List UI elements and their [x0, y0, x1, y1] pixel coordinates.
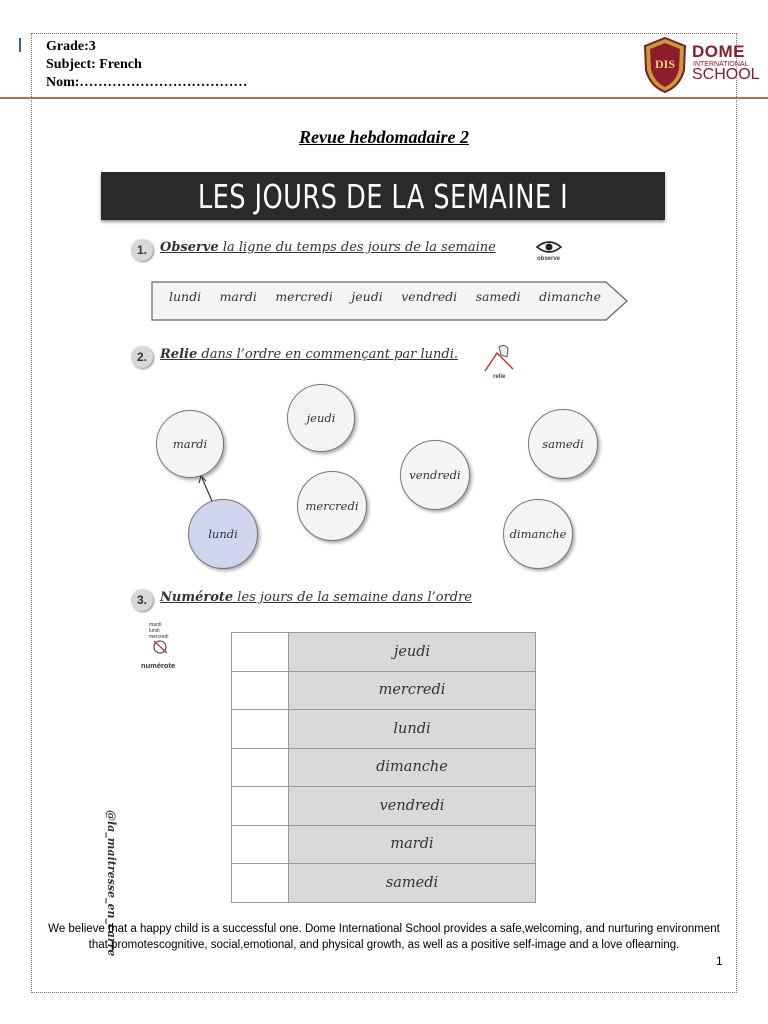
worksheet-banner: [101, 172, 665, 220]
timeline-day: dimanche: [539, 289, 601, 304]
day-bubble-start[interactable]: lundi: [188, 499, 258, 569]
icon-line: mardi: [149, 622, 162, 628]
grade-label: Grade:3: [46, 39, 96, 54]
emblem-text: DIS: [654, 57, 676, 71]
logo-word-school: SCHOOL: [692, 66, 760, 83]
instruction-3-text: les jours de la semaine dans l’ordre: [233, 590, 473, 605]
instruction-2-keyword: Relie: [160, 347, 198, 362]
header-divider: [0, 97, 768, 99]
number-cell[interactable]: [232, 787, 289, 826]
instruction-1-text: la ligne du temps des jours de la semaine: [218, 240, 496, 255]
timeline-day: mercredi: [275, 289, 333, 304]
numbered-list-icon: [141, 622, 193, 670]
ordering-table: [231, 632, 536, 903]
instruction-3-keyword: Numérote: [160, 590, 234, 605]
instruction-1: [160, 240, 496, 255]
number-cell[interactable]: [232, 864, 289, 903]
footer-statement: We believe that a happy child is a successful one. Dome International School provides a safe,welcoming, and nurturing environment that promotescognitive, social,emotional, and physical growth, as well as a positive self-image and a love oflearning.: [48, 923, 720, 951]
document-title: Revue hebdomadaire 2: [299, 127, 469, 147]
day-bubble[interactable]: vendredi: [400, 440, 470, 510]
author-watermark: @la_maitresse_en_carre: [105, 810, 118, 957]
numbered-list-lines: [149, 622, 193, 640]
table-row: [232, 787, 536, 826]
instruction-3: [160, 590, 472, 605]
day-cell: mardi: [289, 825, 536, 864]
number-cell[interactable]: [232, 748, 289, 787]
number-cell[interactable]: [232, 825, 289, 864]
numerote-icon-label: numérote: [141, 661, 176, 670]
number-cell[interactable]: [232, 633, 289, 672]
instruction-1-keyword: Observe: [160, 240, 219, 255]
table-row: [232, 710, 536, 749]
pencil-cross-icon: [153, 640, 169, 654]
step-number-3: 3.: [131, 589, 153, 611]
day-bubble[interactable]: samedi: [528, 409, 598, 479]
table-row: [232, 825, 536, 864]
day-cell: dimanche: [289, 748, 536, 787]
page-number: 1: [716, 954, 723, 968]
table-row: [232, 748, 536, 787]
table-row: [232, 633, 536, 672]
day-cell: jeudi: [289, 633, 536, 672]
logo-word-international: INTERNATIONAL: [693, 61, 749, 68]
connector-arrow-icon: [196, 474, 218, 502]
day-bubble[interactable]: mardi: [156, 410, 224, 478]
day-cell: lundi: [289, 710, 536, 749]
banner-text: LES JOURS DE LA SEMAINE I: [197, 177, 569, 216]
icon-line: mercredi: [149, 634, 169, 640]
day-bubble[interactable]: mercredi: [297, 471, 367, 541]
number-cell[interactable]: [232, 671, 289, 710]
timeline-days: [169, 289, 601, 304]
number-cell[interactable]: [232, 710, 289, 749]
logo-word-dome: DOME: [692, 42, 745, 61]
table-row: [232, 671, 536, 710]
timeline-day: mardi: [219, 289, 257, 304]
nom-field: Nom:………………………………: [46, 75, 248, 90]
day-bubble[interactable]: dimanche: [503, 499, 573, 569]
instruction-2-text: dans l’ordre en commençant par lundi.: [197, 347, 459, 362]
timeline-day: vendredi: [401, 289, 458, 304]
icon-line: lundi: [149, 628, 160, 634]
relie-icon-label: relie: [493, 374, 506, 380]
step-number-1: 1.: [131, 239, 153, 261]
timeline-day: samedi: [475, 289, 521, 304]
day-cell: mercredi: [289, 671, 536, 710]
timeline-day: jeudi: [351, 289, 383, 304]
subject-label: Subject: French: [46, 57, 142, 72]
table-row: [232, 864, 536, 903]
eye-icon: [536, 239, 562, 255]
day-cell: vendredi: [289, 787, 536, 826]
header-info: [46, 38, 247, 92]
text-cursor: [19, 38, 21, 52]
observe-icon-label: observe: [537, 256, 561, 262]
day-cell: samedi: [289, 864, 536, 903]
timeline-day: lundi: [169, 289, 202, 304]
school-logo: [640, 36, 760, 94]
instruction-2: [160, 347, 458, 362]
step-number-2: 2.: [131, 346, 153, 368]
days-timeline: [151, 279, 629, 323]
shield-emblem-icon: [640, 36, 690, 94]
day-bubble[interactable]: jeudi: [287, 384, 355, 452]
link-icon: [483, 343, 519, 373]
